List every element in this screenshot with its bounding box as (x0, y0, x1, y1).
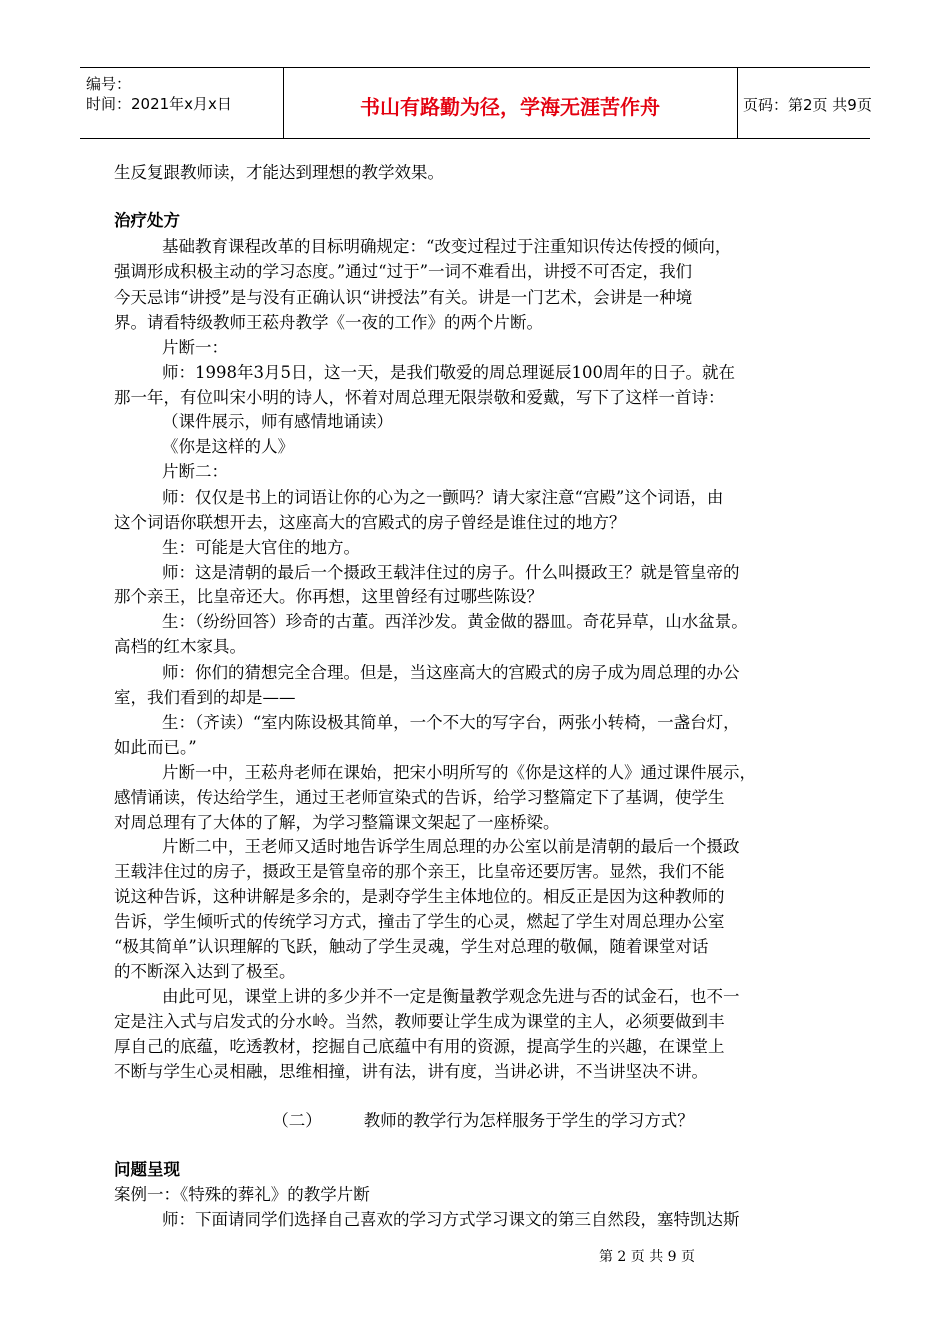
paragraph-line: 生反复跟教师读，才能达到理想的教学效果。 (114, 163, 444, 182)
paragraph-line: 对周总理有了大体的了解，为学习整篇课文架起了一座桥梁。 (114, 813, 560, 832)
paragraph-line: 感情诵读，传达给学生，通过王老师宣染式的告诉，给学习整篇定下了基调，使学生 (114, 788, 725, 807)
section-heading: 治疗处方 (114, 211, 180, 230)
paragraph-line: 这个词语你联想开去，这座高大的宫殿式的房子曾经是谁住过的地方？ (114, 513, 626, 532)
paragraph-line: 片断一中，王菘舟老师在课始，把宋小明所写的《你是这样的人》通过课件展示， (162, 763, 756, 782)
paragraph-line: 室，我们看到的却是—— (114, 688, 296, 707)
paragraph-line: （课件展示，师有感情地诵读） (162, 412, 393, 431)
paragraph-line: 案例一：《特殊的葬礼》的教学片断 (114, 1185, 370, 1204)
paragraph-line: 生：（齐读）“室内陈设极其简单，一个不大的写字台，两张小转椅，一盏台灯， (162, 713, 740, 732)
page-header (80, 67, 870, 139)
paragraph-line: 师：你们的猜想完全合理。但是，当这座高大的宫殿式的房子成为周总理的办公 (162, 663, 740, 682)
paragraph-line: 基础教育课程改革的目标明确规定：“改变过程过于注重知识传达传授的倾向， (162, 237, 732, 256)
document-date: 时间：2021年x月x日 (86, 95, 232, 113)
paragraph-line: 师：这是清朝的最后一个摄政王载沣住过的房子。什么叫摄政王？就是管皇帝的 (162, 563, 740, 582)
section-heading: 问题呈现 (114, 1160, 180, 1179)
paragraph-line: 定是注入式与启发式的分水岭。当然，教师要让学生成为课堂的主人，必须要做到丰 (114, 1012, 725, 1031)
header-motto: 书山有路勤为径，学海无涯苦作舟 (360, 95, 660, 119)
header-page-number: 页码：第2页 共9页 (743, 96, 872, 114)
header-motto-cell (283, 68, 738, 138)
paragraph-line: 的不断深入达到了极至。 (114, 962, 296, 981)
paragraph-line: 厚自己的底蕴，吃透教材，挖掘自己底蕴中有用的资源，提高学生的兴趣，在课堂上 (114, 1037, 725, 1056)
paragraph-line: “极其简单”认识理解的飞跃，触动了学生灵魂，学生对总理的敬佩，随着课堂对话 (114, 937, 709, 956)
paragraph-line: 生：可能是大官住的地方。 (162, 538, 360, 557)
paragraph-line: 片断一： (162, 338, 228, 357)
paragraph-line: 《你是这样的人》 (162, 437, 294, 456)
paragraph-line: 今天忌讳“讲授”是与没有正确认识“讲授法”有关。讲是一门艺术，会讲是一种境 (114, 288, 693, 307)
paragraph-line: 片断二： (162, 462, 228, 481)
header-meta-cell (80, 68, 284, 138)
paragraph-line: 那个亲王，比皇帝还大。你再想，这里曾经有过哪些陈设？ (114, 587, 543, 606)
paragraph-line: 师：下面请同学们选择自己喜欢的学习方式学习课文的第三自然段，塞特凯达斯 (162, 1210, 740, 1229)
paragraph-line: 强调形成积极主动的学习态度。”通过“过于”一词不难看出，讲授不可否定，我们 (114, 262, 693, 281)
paragraph-line: 师：1998年3月5日，这一天，是我们敬爱的周总理诞辰100周年的日子。就在 (162, 363, 735, 382)
paragraph-line: 王载沣住过的房子，摄政王是管皇帝的那个亲王，比皇帝还要厉害。显然，我们不能 (114, 862, 725, 881)
paragraph-line: 界。请看特级教师王菘舟教学《一夜的工作》的两个片断。 (114, 313, 543, 332)
paragraph-line: 高档的红木家具。 (114, 637, 246, 656)
page-footer (0, 1246, 950, 1266)
paragraph-line: 如此而已。” (114, 738, 197, 757)
paragraph-line: 生：（纷纷回答）珍奇的古董。西洋沙发。黄金做的器皿。奇花异草，山水盆景。 (162, 612, 748, 631)
header-page-cell (737, 68, 870, 138)
paragraph-line: 不断与学生心灵相融，思维相撞，讲有法，讲有度，当讲必讲，不当讲坚决不讲。 (114, 1062, 708, 1081)
paragraph-line: 片断二中，王老师又适时地告诉学生周总理的办公室以前是清朝的最后一个摄政 (162, 837, 740, 856)
paragraph-line: 师：仅仅是书上的词语让你的心为之一颤吗？请大家注意“宫殿”这个词语，由 (162, 488, 724, 507)
document-number: 编号： (86, 75, 132, 93)
footer-page-number: 第 2 页 共 9 页 (598, 1249, 696, 1265)
section-title: （二） 教师的教学行为怎样服务于学生的学习方式？ (272, 1111, 694, 1130)
paragraph-line: 由此可见，课堂上讲的多少并不一定是衡量教学观念先进与否的试金石，也不一 (162, 987, 740, 1006)
paragraph-line: 那一年，有位叫宋小明的诗人，怀着对周总理无限崇敬和爱戴，写下了这样一首诗： (114, 388, 725, 407)
paragraph-line: 说这种告诉，这种讲解是多余的，是剥夺学生主体地位的。相反正是因为这种教师的 (114, 887, 725, 906)
paragraph-line: 告诉，学生倾听式的传统学习方式，撞击了学生的心灵，燃起了学生对周总理办公室 (114, 912, 725, 931)
